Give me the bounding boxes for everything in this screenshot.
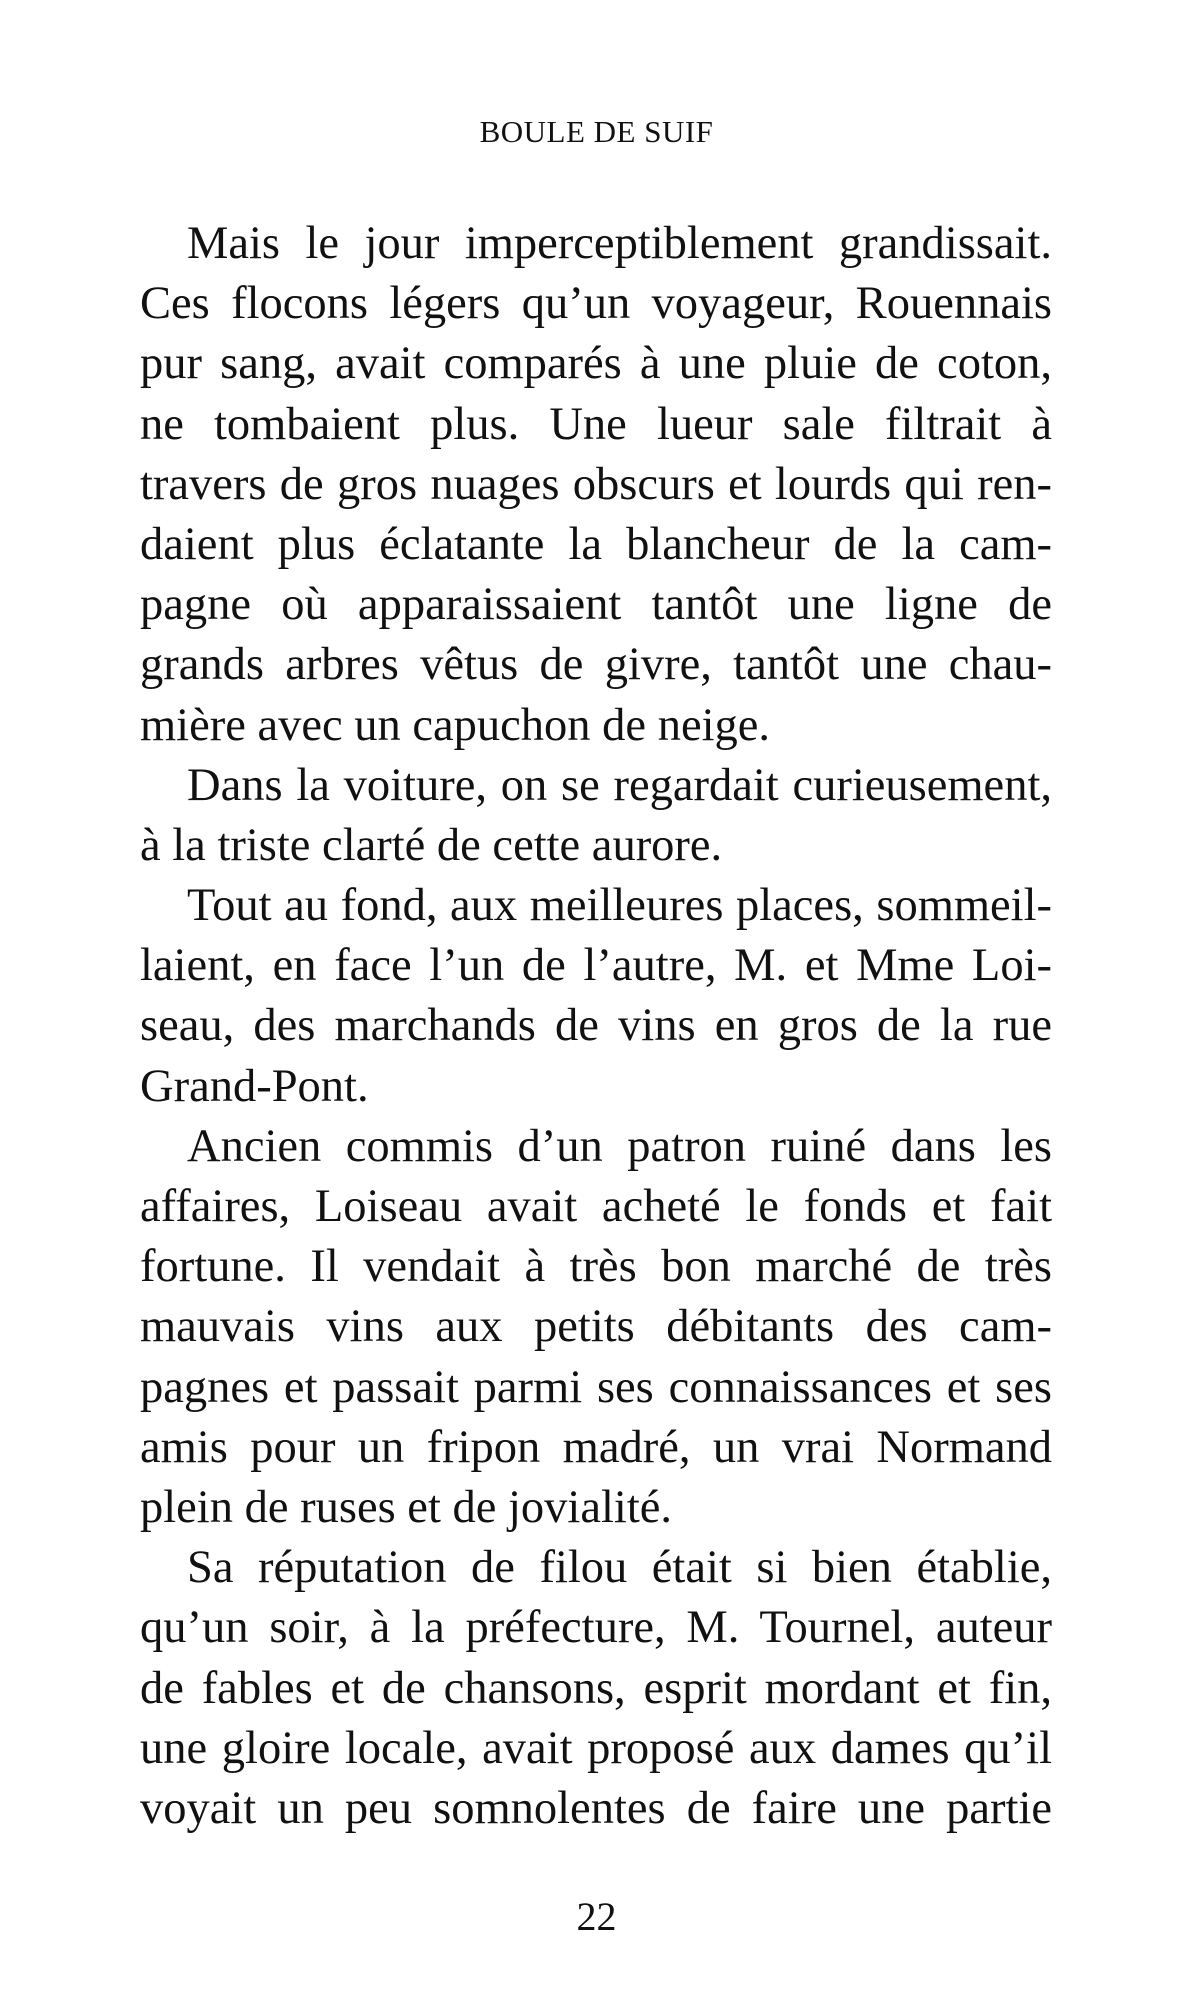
- text-line: pagne où apparaissaient tantôt une ligne de: [140, 579, 1052, 631]
- text-line: amis pour un fripon madré, un vrai Normand: [140, 1421, 1052, 1473]
- text-line: pur sang, avait comparés à une pluie de coton,: [140, 338, 1052, 390]
- text-line: ne tombaient plus. Une lueur sale filtrait à: [140, 398, 1052, 450]
- text-line: à la triste clarté de cette aurore.: [140, 819, 723, 871]
- page-number: 22: [576, 1894, 617, 1939]
- text-line: pagnes et passait parmi ses connaissances et ses: [140, 1361, 1052, 1413]
- text-line: grands arbres vêtus de givre, tantôt une chau-: [140, 639, 1052, 691]
- text-line: fortune. Il vendait à très bon marché de très: [140, 1241, 1052, 1293]
- text-line: une gloire locale, avait proposé aux dames qu’il: [140, 1722, 1052, 1774]
- text-line: qu’un soir, à la préfecture, M. Tournel, auteur: [140, 1602, 1052, 1654]
- running-head: BOULE DE SUIF: [479, 114, 714, 149]
- text-line: Mais le jour imperceptiblement grandissait.: [187, 218, 1052, 269]
- text-line: daient plus éclatante la blancheur de la cam-: [140, 518, 1052, 570]
- text-line: Dans la voiture, on se regardait curieusement,: [187, 759, 1052, 811]
- text-line: de fables et de chansons, esprit mordant et fin,: [140, 1662, 1052, 1714]
- text-line: Sa réputation de filou était si bien établie,: [187, 1542, 1052, 1594]
- text-line: seau, des marchands de vins en gros de la rue: [140, 1000, 1052, 1052]
- text-line: Grand-Pont.: [140, 1060, 369, 1112]
- text-line: Ces flocons légers qu’un voyageur, Rouennais: [140, 278, 1052, 330]
- text-line: mauvais vins aux petits débitants des cam-: [140, 1301, 1052, 1353]
- text-line: mière avec un capuchon de neige.: [140, 699, 771, 751]
- text-line: affaires, Loiseau avait acheté le fonds et fait: [140, 1181, 1052, 1232]
- text-line: laient, en face l’un de l’autre, M. et Mme Loi-: [140, 940, 1052, 992]
- text-line: plein de ruses et de jovialité.: [140, 1481, 673, 1533]
- body-text: [140, 214, 1052, 1839]
- text-line: Tout au fond, aux meilleures places, sommeil-: [187, 880, 1052, 932]
- text-line: travers de gros nuages obscurs et lourds qui ren-: [140, 458, 1052, 510]
- text-line: voyait un peu somnolentes de faire une partie: [140, 1782, 1052, 1834]
- text-line: Ancien commis d’un patron ruiné dans les: [187, 1120, 1052, 1172]
